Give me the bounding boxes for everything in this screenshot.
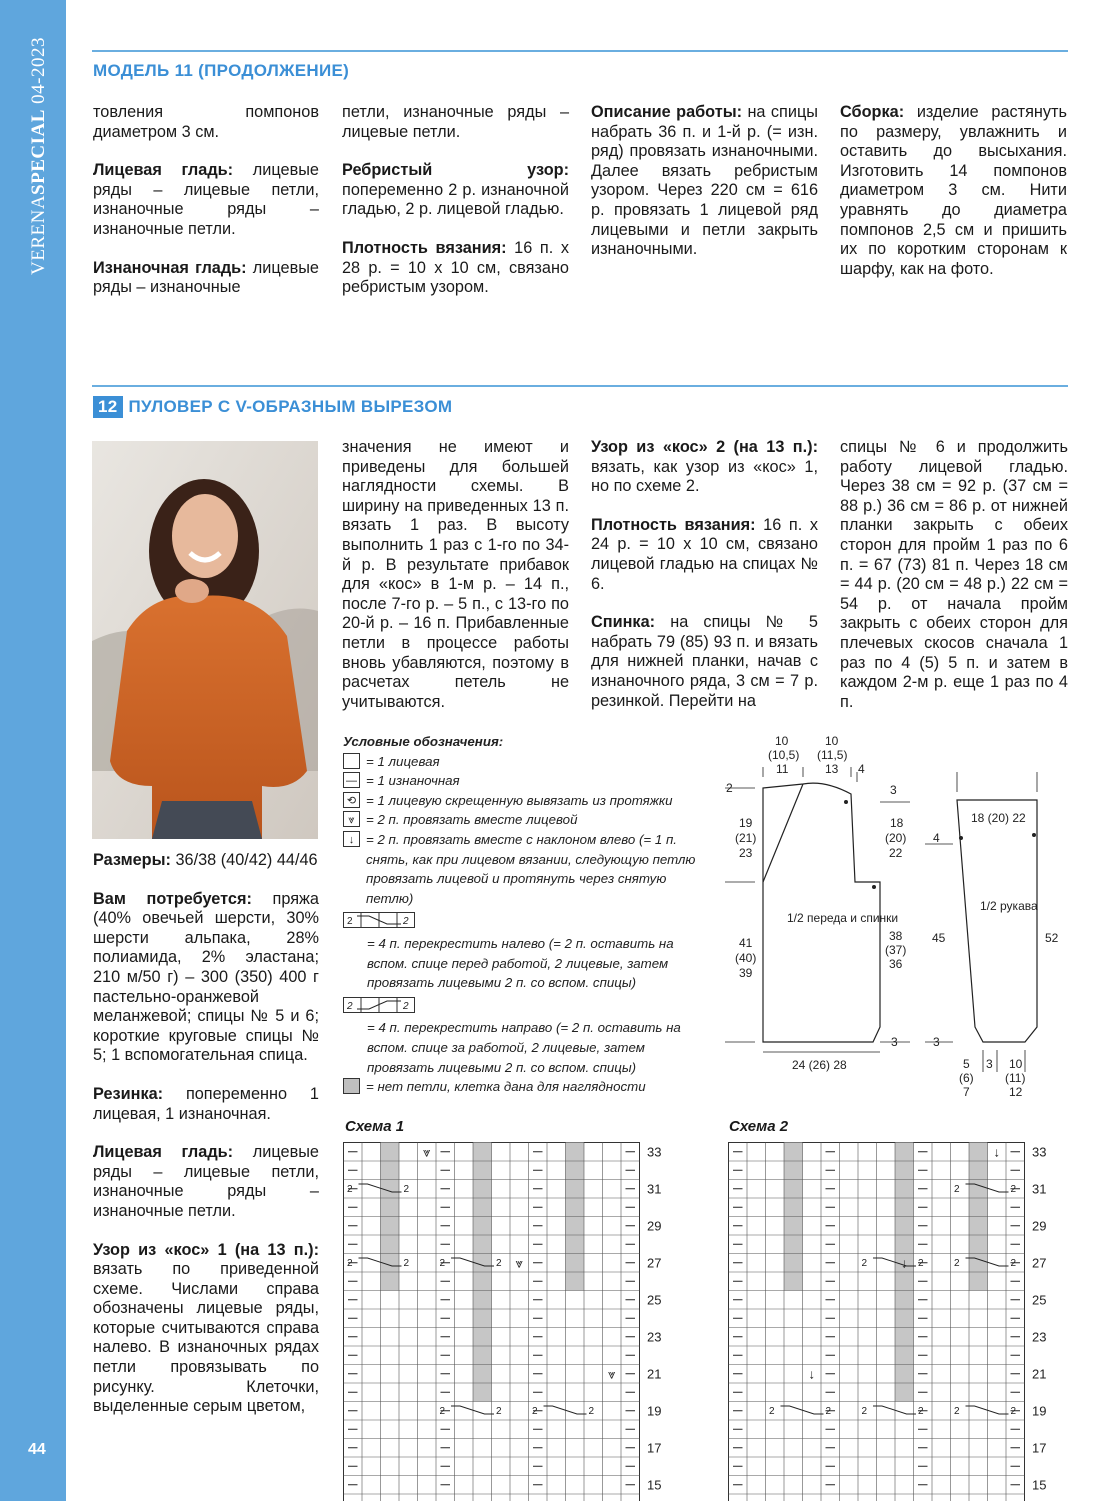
- cable-number: 2: [769, 1406, 775, 1417]
- paragraph: Узор из «кос» 1 (на 13 п.): вязать по приведенной схеме. Числами справа обозначены лицевые ряды, которые считываются справа налево. В изнаночных рядах петли провязывать по рисунку. Клеточки, выделенные серым цветом,: [93, 1240, 319, 1416]
- legend-row: = 1 лицевая: [343, 752, 713, 772]
- legend-row: ⟲ = 1 лицевую скрещенную вывязать из протяжки: [343, 791, 713, 811]
- model11-column-3: [591, 103, 818, 279]
- row-label: 27: [1032, 1255, 1047, 1271]
- dim-label: 41: [739, 936, 753, 950]
- cable-number: 2: [861, 1258, 868, 1269]
- row-label: 33: [1032, 1144, 1047, 1160]
- k2tog-symbol: ⩔: [343, 811, 360, 827]
- legend-row: = нет петли, клетка дана для наглядности: [343, 1077, 713, 1097]
- row-label: 17: [647, 1440, 662, 1456]
- paragraph: Узор из «кос» 2 (на 13 п.): вязать, как узор из «кос» 1, но по схеме 2.: [591, 438, 818, 496]
- svg-text:2: 2: [347, 1000, 353, 1012]
- size-schematic: [725, 732, 1070, 1102]
- cable-number: 2: [918, 1258, 924, 1269]
- section-title-11: МОДЕЛЬ 11 (ПРОДОЛЖЕНИЕ): [93, 61, 350, 80]
- row-label: 29: [647, 1218, 662, 1234]
- row-label: 25: [1032, 1292, 1047, 1308]
- chart-symbol-ssk: ↓: [901, 1255, 908, 1271]
- paragraph: петли, изнаночные ряды – лицевые петли.: [342, 103, 569, 141]
- issue-number: 04-2023: [28, 37, 49, 104]
- sleeve-label: 1/2 рукава: [980, 899, 1038, 913]
- dim-label: 19: [739, 816, 753, 830]
- section-divider: [92, 385, 1068, 387]
- magazine-brand: [28, 37, 52, 275]
- dim-label: 10: [825, 734, 839, 748]
- brand-special: SPECIAL: [28, 109, 49, 195]
- paragraph: Описание работы: на спицы набрать 36 п. и 1-й р. (= изн. ряд) провязать изнаночными. Далее вязать ребристым узором. Через 220 см = 616 р. провязать 1 лицевой ряд лицевыми и петли закрыть изнаночными.: [591, 103, 818, 259]
- dim-label: 39: [739, 966, 753, 980]
- paragraph: Лицевая гладь: лицевые ряды – лицевые петли, изнаночные ряды – изнаночные петли.: [93, 161, 319, 238]
- chart-title-1: Схема 1: [345, 1118, 405, 1135]
- cable-number: 2: [347, 1184, 353, 1195]
- dim-label: (6): [959, 1071, 974, 1085]
- dim-label: (21): [735, 831, 757, 845]
- row-label: 29: [1032, 1218, 1047, 1234]
- row-label: 31: [647, 1181, 662, 1197]
- dim-label: 3: [890, 783, 897, 797]
- model11-column-1: [93, 103, 319, 317]
- cable-number: 2: [439, 1406, 446, 1417]
- row-label: 21: [647, 1366, 662, 1382]
- cable-number: 2: [954, 1406, 960, 1417]
- svg-text:2: 2: [403, 1000, 409, 1012]
- legend-row: ⩔ = 2 п. провязать вместе лицевой: [343, 810, 713, 830]
- sidebar-band: [0, 0, 66, 1501]
- model-photo: [92, 441, 318, 839]
- dim-label: 36: [889, 957, 903, 971]
- section-title-12: 12 ПУЛОВЕР С V-ОБРАЗНЫМ ВЫРЕЗОМ: [93, 396, 452, 418]
- dim-label: 5: [963, 1057, 970, 1071]
- cable-number: 2: [1010, 1406, 1017, 1417]
- cable-number: 2: [403, 1184, 410, 1195]
- model12-column-3: [591, 438, 818, 730]
- cable-number: 2: [588, 1406, 595, 1417]
- dim-label: 11: [776, 762, 789, 776]
- cable-number: 2: [825, 1406, 832, 1417]
- dim-label: 3: [986, 1057, 993, 1071]
- model12-column-4: [840, 438, 1068, 731]
- dim-label: (11): [1005, 1071, 1026, 1085]
- legend-row: — = 1 изнаночная: [343, 771, 713, 791]
- chart-symbol-k2tog: ⩔: [608, 1366, 616, 1382]
- dim-label: 22: [889, 846, 903, 860]
- dim-label: 2: [726, 781, 733, 795]
- paragraph: спицы № 6 и продолжить работу лицевой гладью. Через 38 см = 92 р. (37 см = 88 р.) 36 см = 86 р. от нижней планки закрыть с обеих сторон для пройм 1 раз по 6 п. = 67 (73) 81 п. Через 18 см = 44 р. (20 см = 48 р.) 22 см = 54 р. от начала пройм закрыть с обеих сторон для плечевых скосов сначала 1 раз по 4 (5) 5 п. и затем в каждом 2-м р. еще 1 раз по 4 п.: [840, 438, 1068, 711]
- purl-symbol: —: [343, 772, 360, 788]
- row-label: 31: [1032, 1181, 1047, 1197]
- row-label: 15: [647, 1477, 662, 1493]
- paragraph: товления помпонов диаметром 3 см.: [93, 103, 319, 141]
- symbol-legend: [343, 732, 713, 1097]
- dim-label: 18: [890, 816, 904, 830]
- svg-text:2: 2: [403, 916, 409, 928]
- paragraph: Плотность вязания: 16 п. х 24 р. = 10 х 10 см, связано лицевой гладью на спицах № 6.: [591, 515, 818, 593]
- paragraph: значения не имеют и приведены для большей наглядности схемы. В ширину на приведенных 13 п. вязать 1 раз. В высоту выполнить 1 раз с 1-го по 34-й р. В результате прибавок для «кос» в 1-м р. – 14 п., после 7-го р. – 5 п., с 13-го по 20-й р. – 16 п. Прибавленные петли в процессе работы вновь убавляются, поэтому в расчетах петель не учитываются.: [342, 438, 569, 711]
- twist-symbol: ⟲: [343, 792, 360, 808]
- paragraph: Вам потребуется: пряжа (40% овечьей шерсти, 30% шерсти альпака, 28% полиамида, 2% эластана; 210 м/50 г) – 300 (350) 400 г пастельно-оранжевой меланжевой; спицы № 5 и 6; короткие круговые спицы № 5; 1 вспомогательная спица.: [93, 889, 319, 1065]
- row-label: 21: [1032, 1366, 1047, 1382]
- paragraph: Размеры: 36/38 (40/42) 44/46: [93, 851, 318, 869]
- section-divider: [92, 50, 1068, 52]
- chart-symbol-ssk: ↓: [993, 1144, 1000, 1160]
- model12-column-1: [93, 851, 319, 1436]
- model11-column-4: [840, 103, 1067, 298]
- paragraph: Спинка: на спицы № 5 набрать 79 (85) 93 п. и вязать для нижней планки, начав с изнаночного ряда, 3 см = 7 р. резинкой. Перейти на: [591, 613, 818, 710]
- chart-symbol-ssk: ↓: [808, 1366, 815, 1382]
- paragraph: Сборка: изделие растянуть по размеру, увлажнить и оставить до высыхания. Изготовить 14 помпонов диаметром 3 см. Нити уравнять до диаметра помпонов 2,5 см и пришить их по коротким сторонам к шарфу, как на фото.: [840, 103, 1067, 278]
- cable-number: 2: [954, 1258, 960, 1269]
- row-label: 15: [1032, 1477, 1047, 1493]
- chart-symbol-k2tog: ⩔: [515, 1255, 523, 1271]
- dim-label: (11,5): [817, 748, 848, 762]
- dim-label: 52: [1045, 931, 1059, 945]
- cable-right-symbol: [343, 997, 713, 1019]
- row-label: 27: [647, 1255, 662, 1271]
- svg-text:2: 2: [347, 916, 353, 928]
- row-label: 19: [1032, 1403, 1047, 1419]
- paragraph: Изнаночная гладь: лицевые ряды – изнаночные: [93, 258, 319, 297]
- paragraph: Лицевая гладь: лицевые ряды – лицевые петли, изнаночные ряды – изнаночные петли.: [93, 1143, 319, 1220]
- stitch-chart-2: [728, 1142, 1063, 1493]
- dim-label: 12: [1009, 1085, 1023, 1099]
- dim-label: 38: [889, 929, 903, 943]
- dim-label: 18 (20) 22: [971, 811, 1026, 825]
- legend-text: = 4 п. перекрестить налево (= 2 п. оставить на вспом. спице перед работой, 2 лицевые, затем провязать лицевыми 2 п. со вспом. спицы): [367, 935, 674, 991]
- row-label: 23: [1032, 1329, 1047, 1345]
- row-label: 25: [647, 1292, 662, 1308]
- no-stitch-symbol: [343, 1078, 360, 1094]
- dim-label: 3: [891, 1035, 898, 1049]
- brand-name: VERENA: [28, 194, 49, 275]
- cable-number: 2: [403, 1258, 410, 1269]
- knit-symbol: [343, 753, 360, 769]
- cable-number: 2: [861, 1406, 868, 1417]
- dim-label: 23: [739, 846, 753, 860]
- cable-number: 2: [496, 1258, 502, 1269]
- section-number: 12: [93, 396, 123, 418]
- paragraph: Ребристый узор: попеременно 2 р. изнаночной гладью, 2 р. лицевой гладью.: [342, 161, 569, 219]
- row-label: 23: [647, 1329, 662, 1345]
- body-label: 1/2 переда и спинки: [787, 911, 899, 925]
- model12-column-2: [342, 438, 569, 731]
- cable-number: 2: [1010, 1184, 1017, 1195]
- stitch-chart-1: [343, 1142, 673, 1493]
- dim-label: 3: [933, 1035, 940, 1049]
- dim-label: 4: [858, 762, 865, 776]
- row-label: 19: [647, 1403, 662, 1419]
- cable-number: 2: [347, 1258, 353, 1269]
- chart-symbol-k2tog: ⩔: [423, 1144, 431, 1160]
- cable-number: 2: [532, 1406, 538, 1417]
- dim-label: (40): [735, 951, 757, 965]
- dim-label: 10: [775, 734, 789, 748]
- dim-label: 13: [825, 762, 839, 776]
- cable-number: 2: [1010, 1258, 1017, 1269]
- cable-number: 2: [954, 1184, 960, 1195]
- dim-label: (20): [885, 831, 907, 845]
- row-label: 33: [647, 1144, 662, 1160]
- paragraph: Плотность вязания: 16 п. х 28 р. = 10 х 10 см, связано ребристым узором.: [342, 238, 569, 297]
- cable-number: 2: [496, 1406, 502, 1417]
- model11-column-2: [342, 103, 569, 317]
- cable-number: 2: [439, 1258, 446, 1269]
- legend-row: ↓ = 2 п. провязать вместе с наклоном влево (= 1 п. снять, как при лицевом вязании, следующую петлю провязать лицевой и протянуть через снятую петлю): [343, 830, 713, 908]
- ssk-symbol: ↓: [343, 831, 360, 847]
- legend-text: = 4 п. перекрестить направо (= 2 п. оставить на вспом. спице за работой, 2 лицевые, затем провязать лицевыми 2 п. со вспом. спицы): [367, 1020, 681, 1075]
- dim-label: (10,5): [768, 748, 800, 762]
- dim-label: 24 (26) 28: [792, 1058, 847, 1072]
- cable-left-symbol: [343, 912, 713, 934]
- dim-label: 10: [1009, 1057, 1023, 1071]
- row-label: 17: [1032, 1440, 1047, 1456]
- paragraph: Резинка: попеременно 1 лицевая, 1 изнаночная.: [93, 1084, 319, 1123]
- chart-title-2: Схема 2: [729, 1118, 789, 1135]
- legend-title: Условные обозначения:: [343, 734, 504, 749]
- cable-number: 2: [918, 1406, 924, 1417]
- page-number: 44: [28, 1441, 46, 1458]
- dim-label: 7: [963, 1085, 970, 1099]
- dim-label: (37): [885, 943, 907, 957]
- dim-label: 4: [933, 831, 940, 845]
- dim-label: 45: [932, 931, 946, 945]
